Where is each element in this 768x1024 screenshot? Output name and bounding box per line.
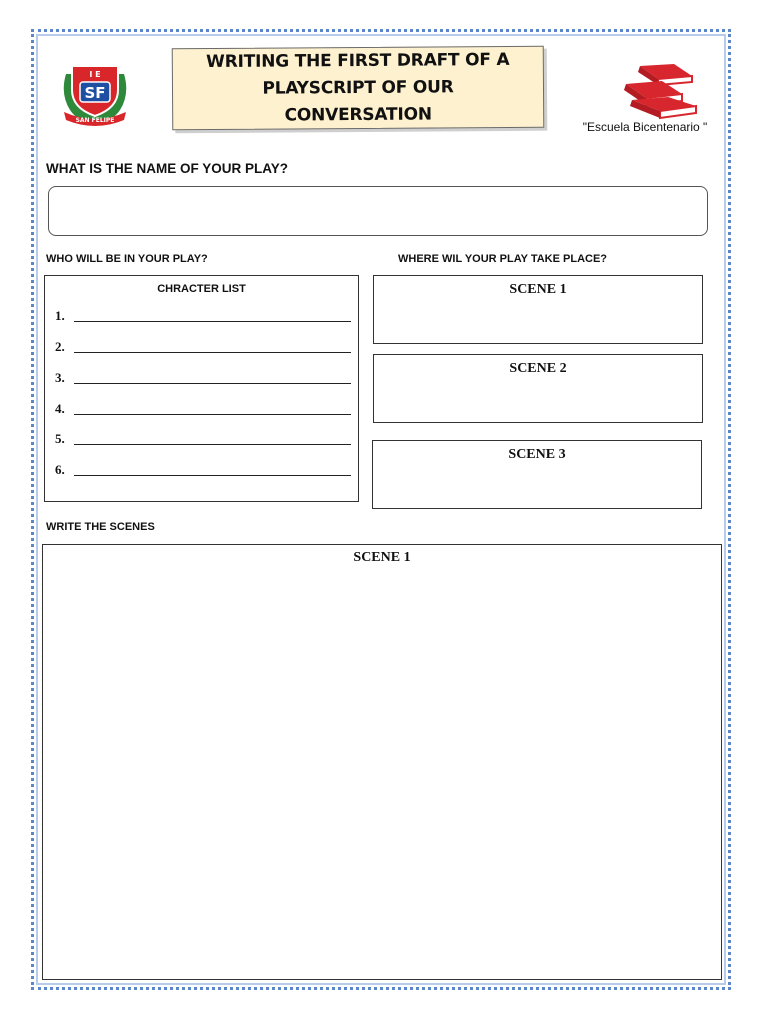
character-line[interactable] [74,475,351,476]
character-row[interactable] [55,306,351,326]
characters-question: WHO WILL BE IN YOUR PLAY? [46,253,208,265]
character-row[interactable] [55,337,351,357]
character-line[interactable] [74,414,351,415]
play-name-question: WHAT IS THE NAME OF YOUR PLAY? [46,161,289,176]
crest-letters: I E [89,70,101,79]
character-number: 1. [55,308,65,323]
character-list-box [44,275,359,502]
character-list-title: CHRACTER LIST [157,283,246,295]
character-number: 5. [55,431,65,446]
setting-question: WHERE WIL YOUR PLAY TAKE PLACE? [398,253,608,265]
title-line-1: WRITING THE FIRST DRAFT OF A [206,49,510,72]
crest-initials: SF [84,84,106,102]
scene-2-box[interactable] [373,354,703,423]
school-name: "Escuela Bicentenario " [582,120,708,134]
scene-3-box[interactable] [372,440,702,509]
character-line[interactable] [74,352,351,353]
character-row[interactable] [55,429,351,449]
character-number: 4. [55,401,65,416]
write-scenes-heading: WRITE THE SCENES [46,521,155,533]
character-line[interactable] [74,383,351,384]
school-crest-icon [58,60,132,126]
character-number: 6. [55,462,65,477]
character-number: 3. [55,370,65,385]
write-scene-label: SCENE 1 [353,550,411,565]
character-row[interactable] [55,460,351,480]
title-line-2: PLAYSCRIPT OF OUR CONVERSATION [262,76,454,126]
scene-2-label: SCENE 2 [509,361,567,376]
crest-ribbon-text: SAN FELIPE [75,117,115,124]
stacked-books-icon [622,62,700,120]
worksheet-title [188,46,529,129]
write-scene-box[interactable] [42,544,722,980]
character-line[interactable] [74,444,351,445]
character-line[interactable] [74,321,351,322]
scene-1-box[interactable] [373,275,703,344]
character-row[interactable] [55,399,351,419]
character-number: 2. [55,339,65,354]
play-name-field[interactable] [48,186,708,236]
scene-1-label: SCENE 1 [509,282,567,297]
worksheet-title-box [172,46,545,131]
scene-3-label: SCENE 3 [508,447,566,462]
character-row[interactable] [55,368,351,388]
